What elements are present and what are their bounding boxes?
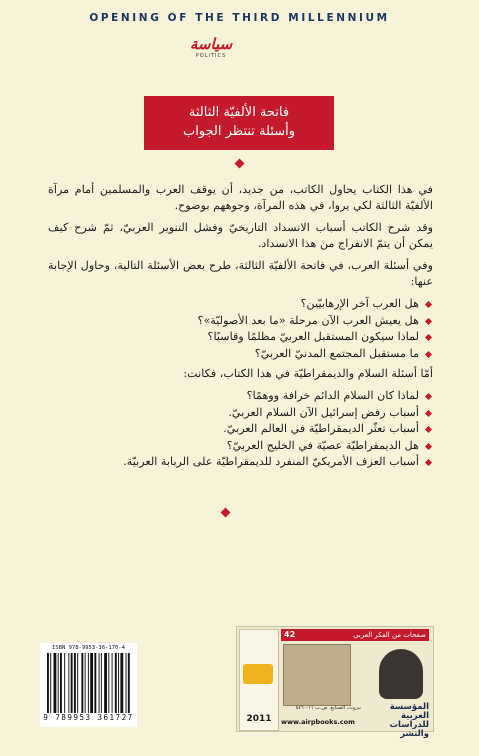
isbn-number: 9 789953 361727 <box>43 713 134 722</box>
promo-header-text: صفحات من الفكر العربي <box>353 631 426 639</box>
question-item: أسباب رفض إسرائيل الآن السلام العربيّ. <box>48 405 419 422</box>
paragraph-1: في هذا الكتاب يحاول الكاتب، من جديد، أن يوقف العرب والمسلمين أمام مرآة الألفيّة الثالثة لكي يروا، في هذه المرآة، وجوههم بوضوح. <box>48 183 433 212</box>
brand-logo-text: سياسة <box>189 35 233 53</box>
question-list-1 <box>48 296 433 362</box>
question-item: هل يعيش العرب الآن مرحلة «ما بعد الأصوليّة»؟ <box>48 313 419 330</box>
publisher-promo <box>236 626 434 739</box>
question-item: لماذا كان السلام الدائم خرافة ووهمًا؟ <box>48 388 419 405</box>
question-item: أسباب العزف الأمريكيّ المنفرد للديمقراطيّة على الربابة العربيّة. <box>48 454 419 471</box>
brand-subtitle: POLITICS <box>195 53 227 59</box>
divider-diamond-top <box>235 159 245 169</box>
publisher-name-line-2: للدراسات والنشر <box>389 720 429 739</box>
question-item: هل العرب آخر الإرهابيّين؟ <box>48 296 419 313</box>
series-title: OPENING OF THE THIRD MILLENNIUM <box>89 12 390 24</box>
back-cover-text <box>48 182 433 475</box>
barcode-bars <box>45 653 133 713</box>
promo-photo-image <box>283 644 351 706</box>
brand-logo <box>180 36 242 59</box>
divider-diamond-bottom <box>221 508 231 518</box>
publisher-name <box>359 703 429 739</box>
question-list-2 <box>48 388 433 471</box>
isbn-label: ISBN 978-9953-36-170-4 <box>52 645 125 651</box>
question-item: هل الديمقراطيّة عصيّة في الخليج العربيّ؟ <box>48 438 419 455</box>
book-title-line-2: وأسئلة تنتظر الجواب <box>182 124 296 139</box>
award-badge-icon <box>243 664 273 684</box>
paragraph-3: وفي أسئلة العرب، في فاتحة الألفيّة الثالثة، طرح بعض الأسئلة التالية، وحاول الإجابة عنها: <box>48 259 433 288</box>
promo-header-bar <box>281 629 429 641</box>
paragraph-2: وقد شرح الكاتب أسباب الانسداد التاريخيّ وفشل التنوير العربيّ، ثمّ شرح كيف يمكن أن يتمّ الانفراج من هذا الانسداد. <box>48 221 433 250</box>
question-item: ما مستقبل المجتمع المدنيّ العربيّ؟ <box>48 346 419 363</box>
question-item: لماذا سيكون المستقبل العربيّ مظلمًا وقاسيًا؟ <box>48 329 419 346</box>
promo-left-panel <box>239 629 279 731</box>
publisher-name-line-1: المؤسسة العربية <box>389 702 429 721</box>
question-item: أسباب تعثّر الديمقراطيّة في العالم العربيّ. <box>48 421 419 438</box>
publisher-url: www.airpbooks.com <box>281 718 355 726</box>
publisher-address: بيروت، الصنايع، ص.ب ١١-٥٤٦٠ <box>295 705 361 711</box>
promo-year: 2011 <box>246 714 272 724</box>
promo-number: 42 <box>284 630 296 639</box>
book-title-box <box>144 96 334 150</box>
barcode <box>40 643 137 727</box>
book-title-line-1: فاتحة الألفيّة الثالثة <box>188 105 290 120</box>
transition-text: أمّا أسئلة السلام والديمقراطيّة في هذا الكتاب، فكانت: <box>183 367 433 380</box>
portrait-image <box>379 649 423 699</box>
